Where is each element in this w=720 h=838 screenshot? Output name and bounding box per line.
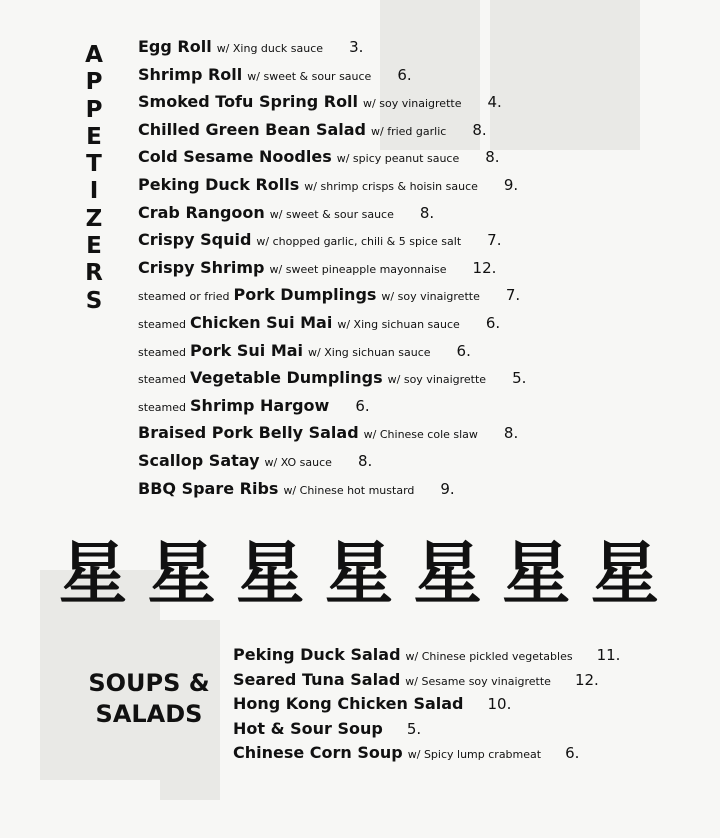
item-price: 11. <box>596 646 621 664</box>
item-name: Vegetable Dumplings <box>190 368 383 388</box>
item-price: 3. <box>349 38 364 56</box>
item-description: w/ XO sauce <box>264 455 332 469</box>
soups-salads-heading <box>70 668 228 730</box>
item-name: Chinese Corn Soup <box>233 743 403 762</box>
item-description: w/ Chinese pickled vegetables <box>405 650 573 663</box>
item-name: Braised Pork Belly Salad <box>138 423 359 443</box>
menu-item <box>138 175 526 203</box>
heading-letter: E <box>86 123 102 150</box>
heading-letter: Z <box>85 205 103 232</box>
item-name: Shrimp Hargow <box>190 395 330 415</box>
item-name: Crispy Squid <box>138 230 252 250</box>
menu-item <box>138 368 526 396</box>
menu-item <box>138 230 526 258</box>
menu-item <box>233 694 620 719</box>
item-description: w/ chopped garlic, chili & 5 spice salt <box>256 235 462 249</box>
item-price: 5. <box>512 369 527 388</box>
item-description: w/ Chinese cole slaw <box>363 428 478 442</box>
item-price: 7. <box>505 286 521 305</box>
item-name: Smoked Tofu Spring Roll <box>138 92 359 112</box>
item-name: Pork Sui Mai <box>190 340 304 360</box>
item-description: w/ sweet & sour sauce <box>269 207 394 221</box>
item-name: Chilled Green Bean Salad <box>138 119 367 139</box>
menu-item <box>138 120 526 148</box>
item-description: w/ shrimp crisps & hoisin sauce <box>304 179 478 193</box>
item-price: 9. <box>503 175 519 194</box>
heading-letter: P <box>85 96 103 123</box>
heading-letter: P <box>85 69 103 96</box>
item-description: w/ fried garlic <box>371 124 447 138</box>
menu-item <box>233 670 620 695</box>
item-prefix: steamed <box>138 345 187 359</box>
heading-line: SOUPS & <box>88 669 210 697</box>
menu-item <box>138 451 526 479</box>
menu-item <box>138 396 526 424</box>
item-description: w/ Xing sichuan sauce <box>337 317 460 331</box>
menu-item <box>138 341 526 369</box>
item-name: Hong Kong Chicken Salad <box>233 694 464 713</box>
star-character: 星 <box>590 535 659 614</box>
item-name: Scallop Satay <box>138 450 260 470</box>
item-description: w/ soy vinaigrette <box>381 290 480 304</box>
menu-item <box>138 147 526 175</box>
menu-item <box>138 313 526 341</box>
star-character: 星 <box>413 535 482 614</box>
heading-letter: E <box>86 233 102 260</box>
item-price: 6. <box>355 396 370 415</box>
star-character: 星 <box>324 535 393 614</box>
star-character: 星 <box>147 535 216 614</box>
item-price: 6. <box>397 65 412 84</box>
item-name: Cold Sesame Noodles <box>138 147 332 167</box>
item-description: w/ sweet pineapple mayonnaise <box>269 262 447 276</box>
item-price: 6. <box>456 341 471 360</box>
item-prefix: steamed or fried <box>138 290 230 304</box>
item-price: 6. <box>565 744 580 762</box>
item-price: 12. <box>472 258 497 277</box>
item-description: w/ soy vinaigrette <box>387 373 487 387</box>
item-name: Hot & Sour Soup <box>233 718 383 738</box>
heading-letter: A <box>85 42 103 68</box>
star-character: 星 <box>58 535 127 614</box>
item-description: w/ spicy peanut sauce <box>336 152 460 166</box>
item-price: 9. <box>440 479 455 498</box>
menu-item <box>233 743 620 768</box>
menu-item <box>138 285 526 313</box>
character-divider <box>54 532 664 618</box>
appetizers-heading <box>80 42 108 315</box>
item-name: Egg Roll <box>138 37 212 56</box>
menu-item <box>233 645 620 670</box>
item-price: 12. <box>574 670 599 689</box>
heading-letter: T <box>86 151 102 178</box>
menu-item <box>138 479 526 507</box>
star-character: 星 <box>502 535 571 614</box>
item-prefix: steamed <box>138 400 187 414</box>
item-name: Crispy Shrimp <box>138 257 265 277</box>
heading-letter: S <box>85 287 103 314</box>
item-description: w/ Spicy lump crabmeat <box>407 748 542 761</box>
heading-letter: I <box>89 178 99 205</box>
item-name: Peking Duck Salad <box>233 645 401 664</box>
item-name: Peking Duck Rolls <box>138 174 300 194</box>
item-price: 6. <box>485 313 501 332</box>
item-name: Chicken Sui Mai <box>190 312 333 332</box>
menu-item <box>138 423 526 451</box>
soups-salads-list <box>233 645 620 768</box>
menu-item <box>138 258 526 286</box>
menu-item <box>138 203 526 231</box>
item-name: Shrimp Roll <box>138 64 243 84</box>
item-description: w/ Chinese hot mustard <box>283 483 415 497</box>
item-description: w/ Xing sichuan sauce <box>308 345 431 359</box>
item-price: 8. <box>472 120 487 139</box>
heading-letter: R <box>85 260 103 287</box>
item-prefix: steamed <box>138 373 187 387</box>
heading-line: SALADS <box>95 700 203 728</box>
item-price: 8. <box>503 424 519 443</box>
item-price: 4. <box>487 93 502 112</box>
item-price: 7. <box>487 231 502 250</box>
item-description: w/ sweet & sour sauce <box>247 69 372 83</box>
item-prefix: steamed <box>138 317 187 331</box>
item-description: w/ Sesame soy vinaigrette <box>405 674 551 688</box>
item-description: w/ Xing duck sauce <box>216 42 324 55</box>
menu-item <box>138 65 526 93</box>
item-description: w/ soy vinaigrette <box>363 97 462 111</box>
item-name: Pork Dumplings <box>233 285 377 305</box>
item-price: 8. <box>485 148 500 167</box>
menu-item <box>138 92 526 120</box>
item-price: 8. <box>357 451 373 470</box>
menu-item <box>233 719 620 744</box>
item-price: 8. <box>419 203 435 222</box>
appetizers-list <box>138 37 526 506</box>
star-character: 星 <box>236 535 305 614</box>
item-name: Crab Rangoon <box>138 202 265 222</box>
item-price: 10. <box>487 695 512 713</box>
menu-item <box>138 37 526 65</box>
item-name: Seared Tuna Salad <box>233 669 401 689</box>
item-price: 5. <box>406 719 422 738</box>
item-name: BBQ Spare Ribs <box>138 478 279 498</box>
